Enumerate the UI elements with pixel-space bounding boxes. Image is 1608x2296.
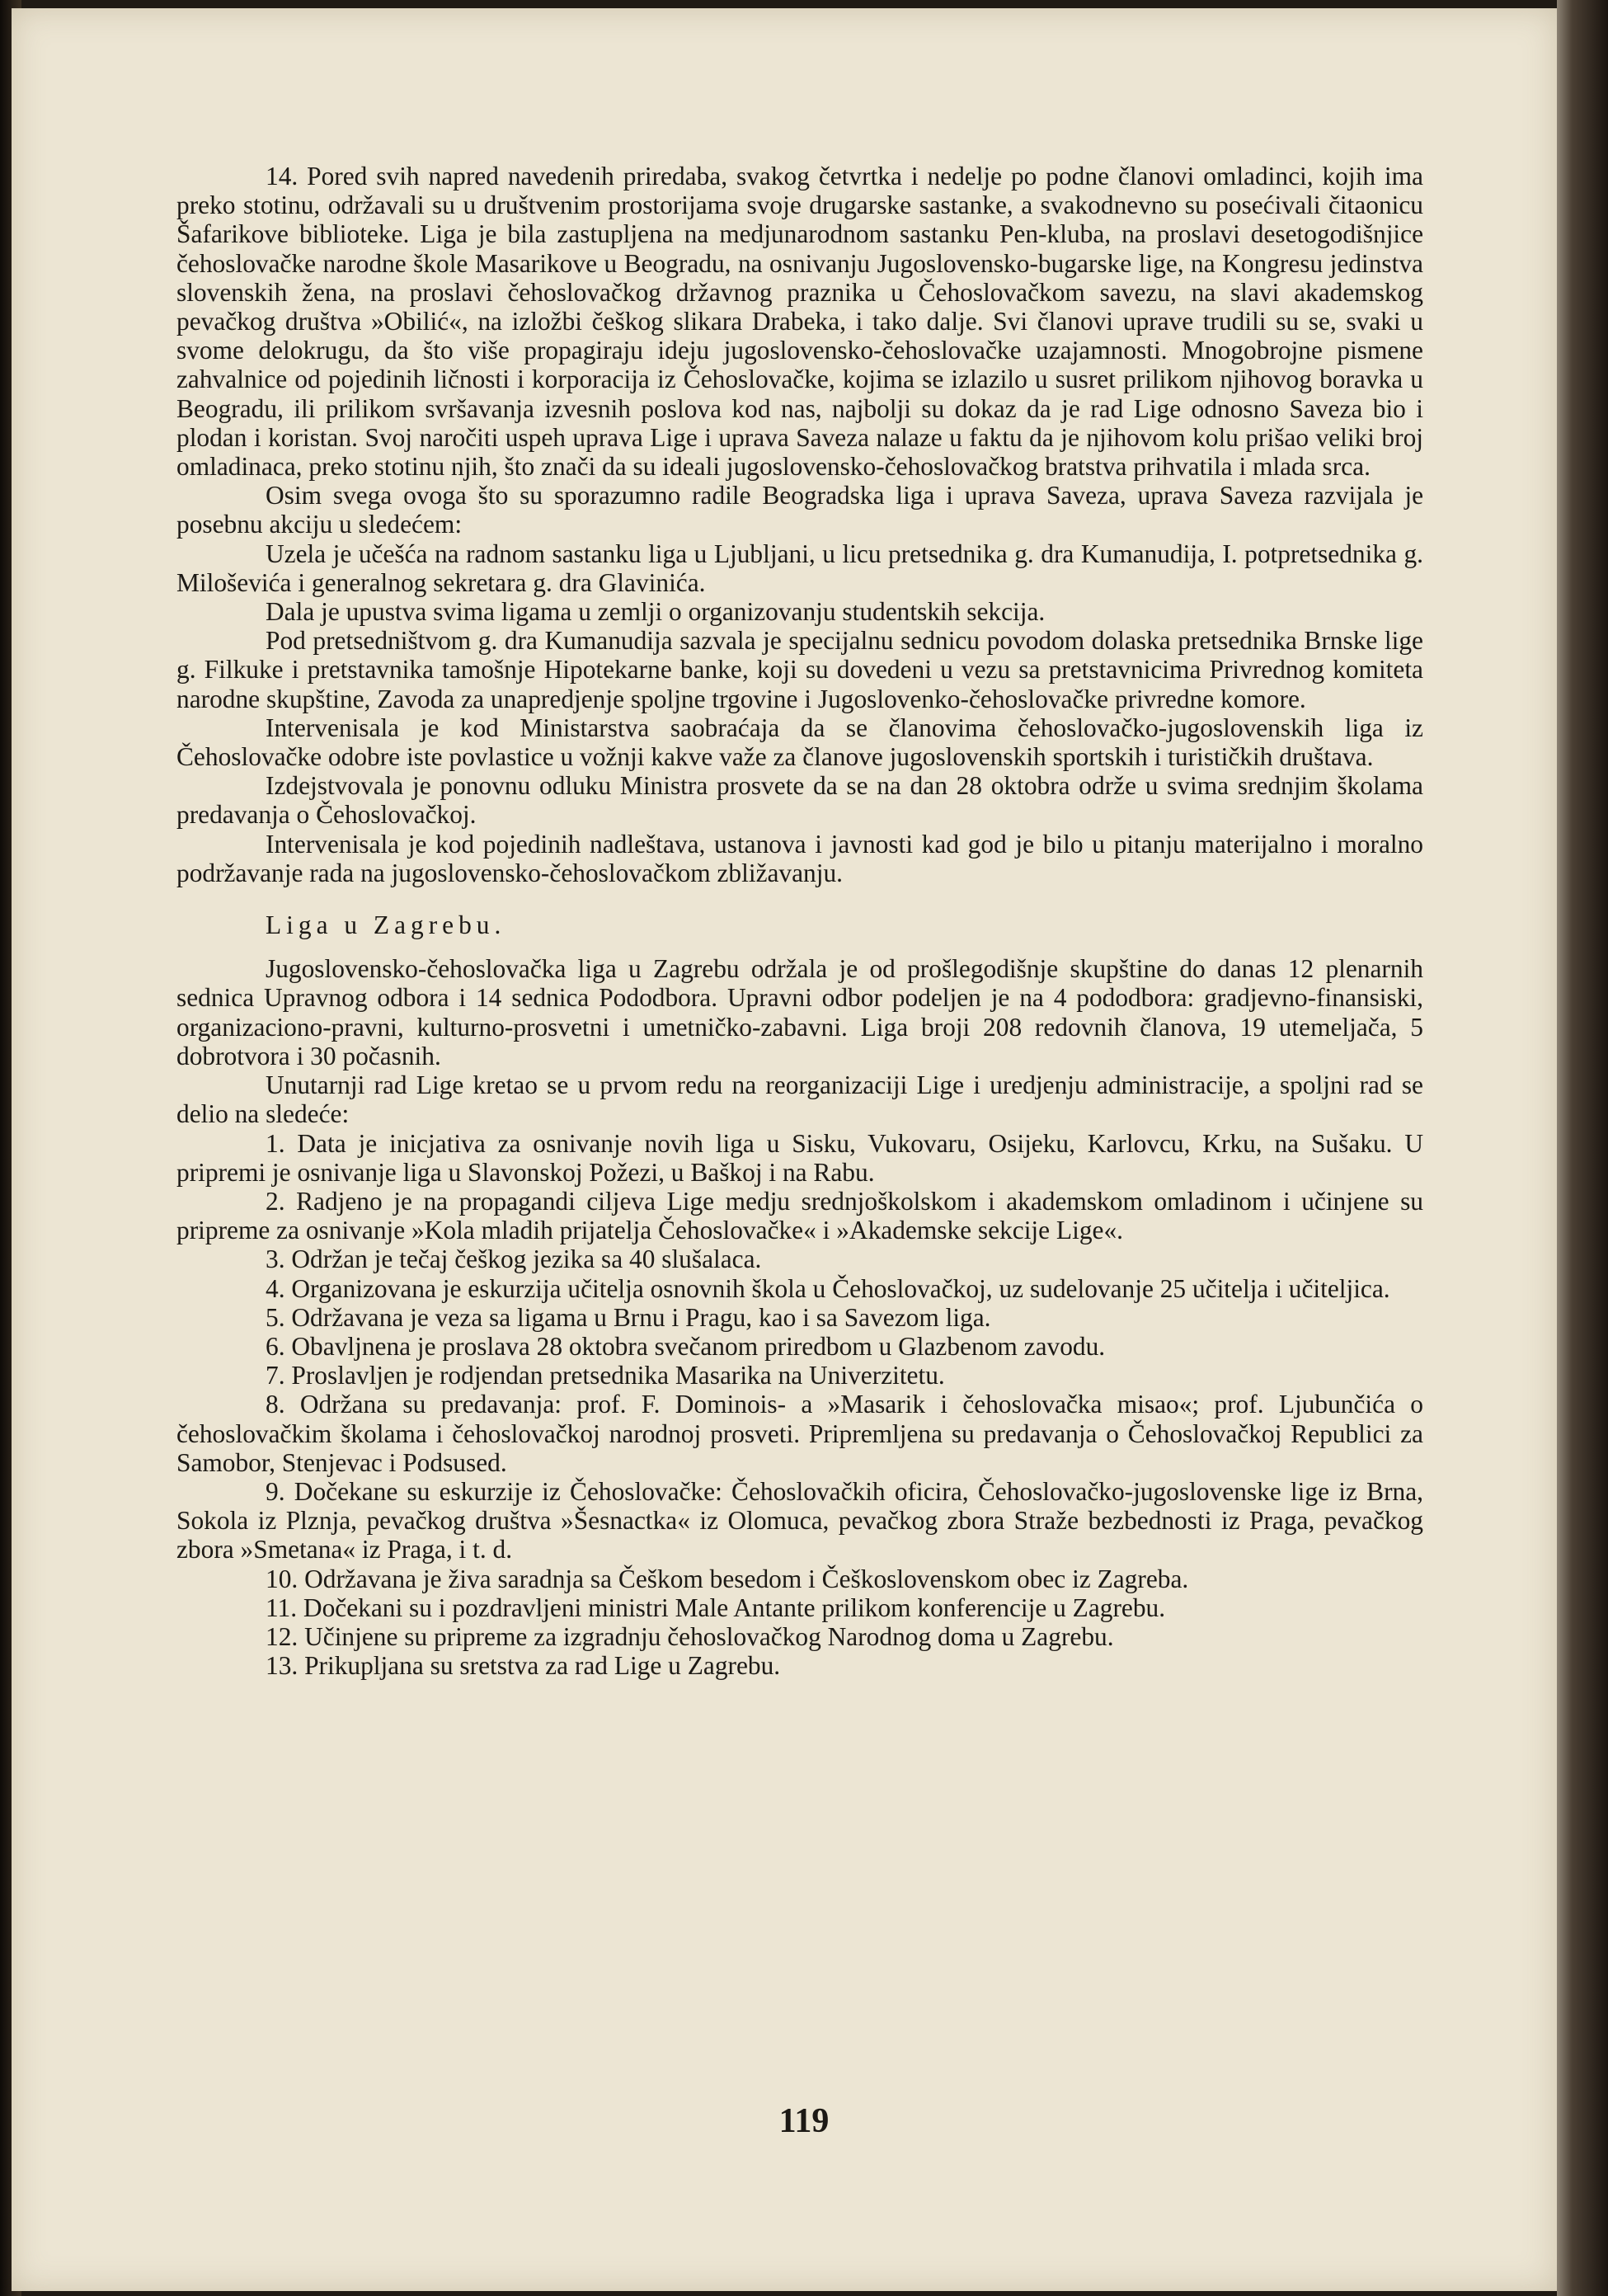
list-item: 13. Prikupljana su sretstva za rad Lige u Zagrebu. — [266, 1651, 781, 1681]
list-item: 9. Dočekane su eskurzije iz Čehoslovačke: Čehoslovačkih oficira, Čehoslovačko-jugoslovenske lige iz Brna, Sokola iz Plznja, pevačkog društva »Šesnactka« iz Olomuca, pevačkog zbora Straže bezbednosti iz Praga, pevačkog zbora »Smetana« iz Praga, i t. d. — [176, 1476, 1423, 1564]
paragraph: Unutarnji rad Lige kretao se u prvom redu na reorganizaciji Lige i uredjenju administracije, a spoljni rad se delio na sledeće: — [176, 1070, 1423, 1129]
paragraph: Izdejstvovala je ponovnu odluku Ministra prosvete da se na dan 28 oktobra održe u svima srednjim školama predavanja o Čehoslovačkoj. — [176, 771, 1423, 830]
paragraph: Uzela je učešća na radnom sastanku liga u Ljubljani, u licu pretsednika g. dra Kumanudija, I. potpretsednika g. Miloševića i generalnog sekretara g. dra Glavinića. — [176, 539, 1423, 597]
list-item: 3. Održan je tečaj češkog jezika sa 40 slušalaca. — [266, 1244, 762, 1274]
paragraph: 14. Pored svih napred navedenih priredaba, svakog četvrtka i nedelje po podne članovi omladinci, kojih ima preko stotinu, održavali su u društvenim prostorijama svoje drugarske sastanke, a svakodnevno su posećivali čitaonicu Šafarikove biblioteke. Liga je bila zastupljena na medjunarodnom sastanku Pen-kluba, na proslavi desetogodišnjice čehoslovačke narodne škole Masarikove u Beogradu, na osnivanju Jugoslovensko-bugarske lige, na Kongresu jedinstva slovenskih žena, na proslavi čehoslovačkog državnog praznika u Čehoslovačkom savezu, na slavi akademskog pevačkog društva »Obilić«, na izložbi češkog slikara Drabeka, i tako dalje. Svi članovi uprave trudili su se, svaki u svome delokrugu, da što više propagiraju ideju jugoslovensko-čehoslovačke uzajamnosti. Mnogobrojne pismene zahvalnice od pojedinih ličnosti i korporacija iz Čehoslovačke, kojima se izlazilo u susret prilikom njihovog boravka u Beogradu, ili prilikom svršavanja izvesnih poslova kod nas, najbolji su dokaz da je rad Lige odnosno Saveza bio i plodan i koristan. Svoj naročiti uspeh uprava Lige i uprava Saveza nalaze u faktu da je njihovom kolu prišao veliki broj omladinaca, preko stotinu njih, što znači da su ideali jugoslovensko-čehoslovačkog bratstva prihvatila i mlada srca. — [176, 162, 1423, 482]
paragraph: Dala je upustva svima ligama u zemlji o organizovanju studentskih sekcija. — [266, 597, 1046, 627]
list-item: 12. Učinjene su pripreme za izgradnju čehoslovačkog Narodnog doma u Zagrebu. — [266, 1621, 1114, 1651]
list-item: 8. Održana su predavanja: prof. F. Dominois- a »Masarik i čehoslovačka misao«; prof. Ljubunčića o čehoslovačkim školama i čehoslovačkoj narodnoj prosveti. Pripremljena su predavanja o Čehoslovačkoj Republici za Samobor, Stenjevac i Podsused. — [176, 1390, 1423, 1477]
list-item: 6. Obavljnena je proslava 28 oktobra svečanom priredbom u Glazbenom zavodu. — [266, 1331, 1106, 1361]
page-edge — [1557, 0, 1608, 2296]
list-item: 1. Data je inicjativa za osnivanje novih liga u Sisku, Vukovaru, Osijeku, Karlovcu, Krku, na Sušaku. U pripremi je osnivanje liga u Slavonskoj Požezi, u Baškoj i na Rabu. — [176, 1128, 1423, 1187]
list-item: 10. Održavana je živa saradnja sa Češkom besedom i Češkoslovenskom obec iz Zagreba. — [266, 1564, 1189, 1593]
list-item: 11. Dočekani su i pozdravljeni ministri Male Antante prilikom konferencije u Zagrebu. — [266, 1593, 1166, 1622]
paragraph: Osim svega ovoga što su sporazumno radile Beogradska liga i uprava Saveza, uprava Saveza razvijala je posebnu akciju u sledećem: — [176, 481, 1423, 539]
list-item: 7. Proslavljen je rodjendan pretsednika Masarika na Univerzitetu. — [266, 1361, 945, 1390]
list-item: 4. Organizovana je eskurzija učitelja osnovnih škola u Čehoslovačkoj, uz sudelovanje 25 učitelja i učiteljica. — [266, 1273, 1390, 1303]
paragraph: Jugoslovensko-čehoslovačka liga u Zagrebu održala je od prošlegodišnje skupštine do danas 12 plenarnih sednica Upravnog odbora i 14 sednica Pododbora. Upravni odbor podeljen je na 4 pododbora: gradjevno-finansiski, organizaciono-pravni, kulturno-prosvetni i umetničko-zabavni. Liga broji 208 redovnih članova, 19 utemeljača, 5 dobrotvora i 30 počasnih. — [176, 954, 1423, 1070]
list-item: 5. Održavana je veza sa ligama u Brnu i Pragu, kao i sa Savezom liga. — [266, 1302, 991, 1332]
list-item: 2. Radjeno je na propagandi ciljeva Lige medju srednjoškolskom i akademskom omladinom i učinjene su pripreme za osnivanje »Kola mladih prijatelja Čehoslovačke« i »Akademske sekcije Lige«. — [176, 1186, 1423, 1245]
section-title: Liga u Zagrebu. — [266, 910, 506, 940]
paragraph: Intervenisala je kod Ministarstva saobraćaja da se članovima čehoslovačko-jugoslovenskih liga iz Čehoslovačke odobre iste povlastice u vožnji kakve važe za članove jugoslovenskih sportskih i turističkih društava. — [176, 713, 1423, 772]
page-number: 119 — [778, 2102, 830, 2140]
page-body — [176, 162, 1423, 1680]
paragraph: Intervenisala je kod pojedinih nadleštava, ustanova i javnosti kad god je bilo u pitanju materijalno i moralno podržavanje rada na jugoslovensko-čehoslovačkom zbližavanju. — [176, 829, 1423, 887]
paragraph: Pod pretsedništvom g. dra Kumanudija sazvala je specijalnu sednicu povodom dolaska pretsednika Brnske lige g. Filkuke i pretstavnika tamošnje Hipotekarne banke, koji su dovedeni u vezu sa pretstavnicima Privrednog komiteta narodne skupštine, Zavoda za unapredjenje spoljne trgovine i Jugoslovenko-čehoslovačke privredne komore. — [176, 626, 1423, 713]
